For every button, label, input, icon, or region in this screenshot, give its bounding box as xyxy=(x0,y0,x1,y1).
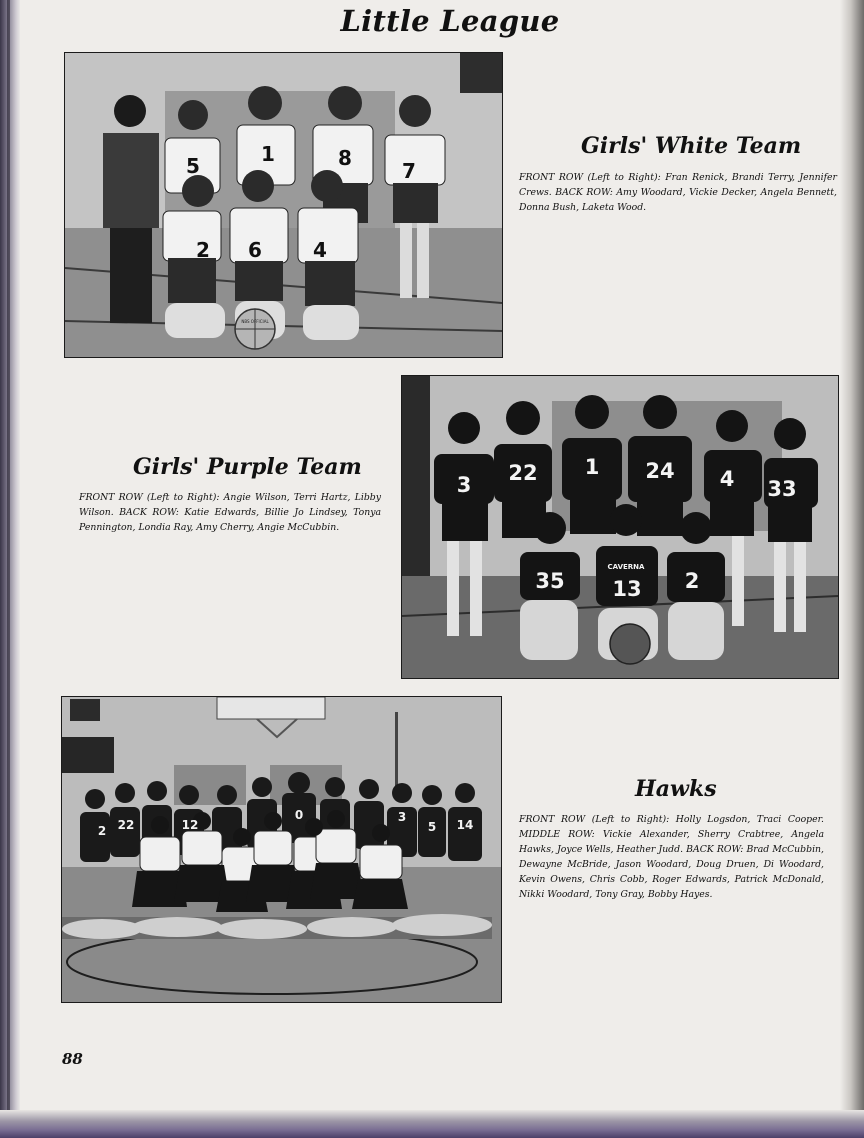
jersey-number: 35 xyxy=(535,569,565,593)
jersey-number: 3 xyxy=(456,473,472,497)
section-title-girls-purple: Girls' Purple Team xyxy=(133,454,362,480)
jersey-number: 13 xyxy=(612,577,642,601)
section-title-hawks: Hawks xyxy=(635,776,717,802)
jersey-text: CAVERNA xyxy=(607,563,645,571)
jersey-number: 7 xyxy=(402,159,416,183)
jersey-number: 6 xyxy=(248,238,262,262)
page-title: Little League xyxy=(340,4,560,38)
jersey-number: 8 xyxy=(338,146,352,170)
jersey-number: 1 xyxy=(584,455,600,479)
jersey-number: 22 xyxy=(508,461,538,485)
jersey-number: 33 xyxy=(767,477,797,501)
jersey-number: 2 xyxy=(196,238,210,262)
jersey-number: 1 xyxy=(261,142,275,166)
caption-girls-purple: FRONT ROW (Left to Right): Angie Wilson, Terri Hartz, Libby Wilson. BACK ROW: Katie Edwards, Billie Jo Lindsey, Tonya Pennington, Londia Ray, Amy Cherry, Angie McCubbin. xyxy=(79,492,381,533)
jersey-number: 2 xyxy=(97,824,107,838)
jersey-number: 4 xyxy=(313,238,327,262)
jersey-number: 4 xyxy=(719,467,735,491)
jersey-number: 2 xyxy=(684,569,700,593)
team-photo-girls-purple xyxy=(402,376,838,678)
caption-girls-white: FRONT ROW (Left to Right): Fran Renick, Brandi Terry, Jennifer Crews. BACK ROW: Amy Woodard, Vickie Decker, Angela Bennett, Donna Bush, Laketa Wood. xyxy=(519,172,837,213)
jersey-number: 22 xyxy=(117,818,135,832)
ball-label: NBS OFFICIAL xyxy=(241,319,269,324)
caption-hawks: FRONT ROW (Left to Right): Holly Logsdon, Traci Cooper. MIDDLE ROW: Vickie Alexander, Sherry Crabtree, Angela Hawks, Joyce Wells, Heather Judd. BACK ROW: Brad McCubbin, Dewayne McBride, Jason Woodard, Doug Druen, Di Woodard, Kevin Owens, Chris Cobb, Roger Edwards, Patrick McDonald, Nikki Woodard, Tony Gray, Bobby Hayes. xyxy=(519,814,824,900)
team-photo-hawks xyxy=(62,697,501,1002)
jersey-number: 5 xyxy=(427,820,437,834)
page-edge-shadow xyxy=(840,0,864,1138)
jersey-number: 0 xyxy=(294,808,304,822)
jersey-number: 14 xyxy=(456,818,474,832)
jersey-number: 12 xyxy=(181,818,199,832)
section-title-girls-white: Girls' White Team xyxy=(581,133,802,159)
book-bottom-edge xyxy=(0,1110,864,1138)
jersey-number: 5 xyxy=(186,154,200,178)
jersey-number: 3 xyxy=(397,810,407,824)
jersey-number: 24 xyxy=(645,459,675,483)
page-number: 88 xyxy=(62,1050,83,1068)
team-photo-girls-white xyxy=(65,53,502,357)
book-spine xyxy=(0,0,20,1138)
